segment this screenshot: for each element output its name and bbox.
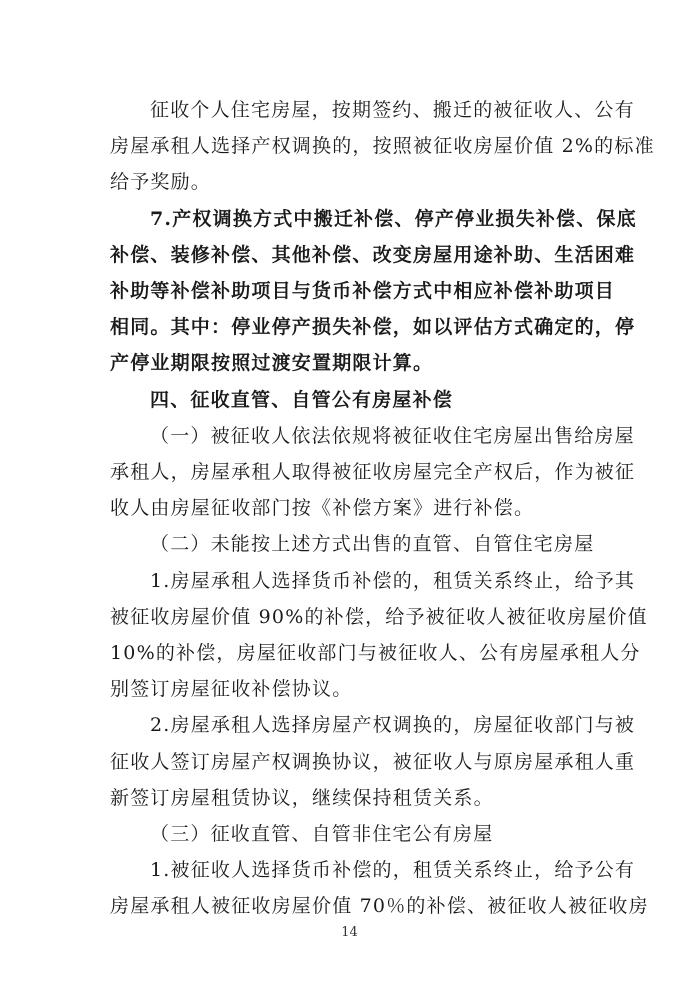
paragraph-line: 2.房屋承租人选择房屋产权调换的，房屋征收部门与被 bbox=[150, 714, 636, 737]
paragraph-line: 房屋承租人选择产权调换的，按照被征收房屋价值 2%的标准 bbox=[110, 135, 655, 158]
paragraph-line: （一）被征收人依法依规将被征收住宅房屋出售给房屋 bbox=[150, 424, 635, 447]
paragraph-line: 给予奖励。 bbox=[110, 171, 212, 194]
paragraph-line: 1.被征收人选择货币补偿的，租赁关系终止，给予公有 bbox=[150, 859, 636, 882]
subsection-heading: （二）未能按上述方式出售的直管、自管住宅房屋 bbox=[150, 533, 595, 556]
paragraph-line: 被征收房屋价值 90%的补偿，给予被征收人被征收房屋价值 bbox=[110, 605, 648, 628]
page-number: 14 bbox=[341, 925, 358, 940]
paragraph-line: 承租人，房屋承租人取得被征收房屋完全产权后，作为被征 bbox=[110, 461, 636, 483]
paragraph-line: 补助等补偿补助项目与货币补偿方式中相应补偿补助项目 bbox=[110, 280, 616, 302]
paragraph-line: 新签订房屋租赁协议，继续保持租赁关系。 bbox=[110, 786, 494, 809]
paragraph-line: 征收个人住宅房屋，按期签约、搬迁的被征收人、公有 bbox=[150, 99, 635, 121]
paragraph-line: 产停业期限按照过渡安置期限计算。 bbox=[110, 352, 434, 375]
paragraph-line: 7.产权调换方式中搬迁补偿、停产停业损失补偿、保底 bbox=[150, 207, 637, 230]
paragraph-line: 别签订房屋征收补偿协议。 bbox=[110, 678, 353, 701]
paragraph-line: 相同。其中：停业停产损失补偿，如以评估方式确定的，停 bbox=[110, 316, 636, 339]
paragraph-line: 10%的补偿，房屋征收部门与被征收人、公有房屋承租人分 bbox=[110, 642, 641, 664]
paragraph-line: 房屋承租人被征收房屋价值 70％的补偿、被征收人被征收房 bbox=[110, 895, 649, 918]
paragraph-line: 补偿、装修补偿、其他补偿、改变房屋用途补助、生活困难 bbox=[110, 243, 636, 266]
paragraph-line: 收人由房屋征收部门按《补偿方案》进行补偿。 bbox=[110, 497, 535, 520]
section-heading: 四、征收直管、自管公有房屋补偿 bbox=[150, 388, 454, 411]
subsection-heading: （三）征收直管、自管非住宅公有房屋 bbox=[150, 823, 494, 845]
paragraph-line: 1.房屋承租人选择货币补偿的，租赁关系终止，给予其 bbox=[150, 569, 636, 592]
paragraph-line: 征收人签订房屋产权调换协议，被征收人与原房屋承租人重 bbox=[110, 750, 636, 773]
